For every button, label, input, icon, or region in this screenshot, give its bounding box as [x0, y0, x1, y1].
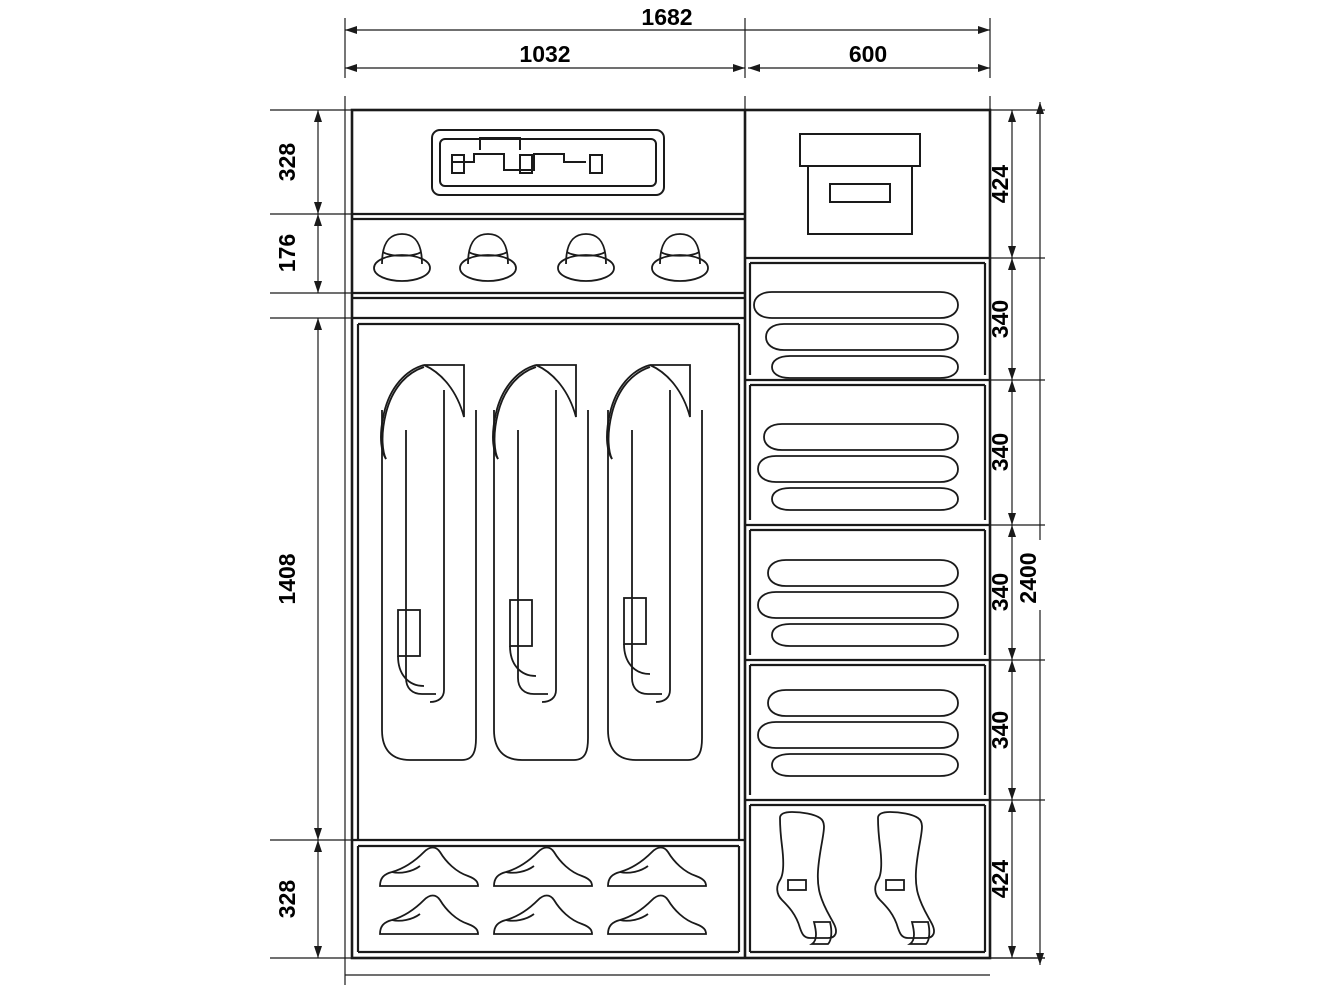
- dim-right-boot-height: 424: [987, 859, 1013, 899]
- dim-left-rail-height: 1408: [274, 553, 300, 605]
- hanging-shirts-icons: [381, 365, 702, 760]
- shoe-icon: [380, 848, 478, 887]
- boot-icon: [777, 812, 836, 944]
- shoe-icon: [494, 848, 592, 887]
- boot-icon: [875, 812, 934, 944]
- cabinet-outline: [352, 110, 990, 958]
- mens-shoes-icons: [380, 848, 706, 935]
- hat-icon: [374, 234, 430, 281]
- dim-overall-height: 2400: [1015, 552, 1041, 604]
- left-column-shelves: [352, 214, 745, 952]
- shoe-icon: [494, 896, 592, 935]
- dim-right-linen2-height: 340: [987, 432, 1013, 472]
- storage-box-icon: [800, 134, 920, 234]
- dim-right-linen4-height: 340: [987, 710, 1013, 750]
- hat-icon: [558, 234, 614, 281]
- womens-boots-icons: [777, 812, 934, 944]
- shoe-icon: [380, 896, 478, 935]
- hat-icon: [652, 234, 708, 281]
- hats-icons: [374, 234, 708, 281]
- dim-left-suitcase-height: 328: [274, 142, 300, 182]
- folded-linen-icon: [754, 292, 958, 378]
- dim-left-hat-height: 176: [274, 233, 300, 273]
- shoe-icon: [608, 896, 706, 935]
- shirt-on-hanger-icon: [607, 365, 702, 760]
- dim-right-linen1-height: 340: [987, 299, 1013, 339]
- shirt-on-hanger-icon: [381, 365, 476, 760]
- hat-icon: [460, 234, 516, 281]
- folded-linen-icon: [758, 424, 958, 510]
- folded-linen-icon: [758, 690, 958, 776]
- dim-right-column-width: 600: [848, 41, 888, 67]
- folded-linen-icon: [758, 560, 958, 646]
- dim-right-box-height: 424: [987, 164, 1013, 204]
- suitcase-icon: [432, 130, 664, 195]
- shirt-on-hanger-icon: [493, 365, 588, 760]
- dim-left-column-width: 1032: [519, 41, 571, 67]
- dim-left-shoe-height: 328: [274, 879, 300, 919]
- shoe-icon: [608, 848, 706, 887]
- dim-right-linen3-height: 340: [987, 572, 1013, 612]
- dim-overall-width: 1682: [641, 4, 693, 30]
- folded-linens-icons: [754, 292, 958, 776]
